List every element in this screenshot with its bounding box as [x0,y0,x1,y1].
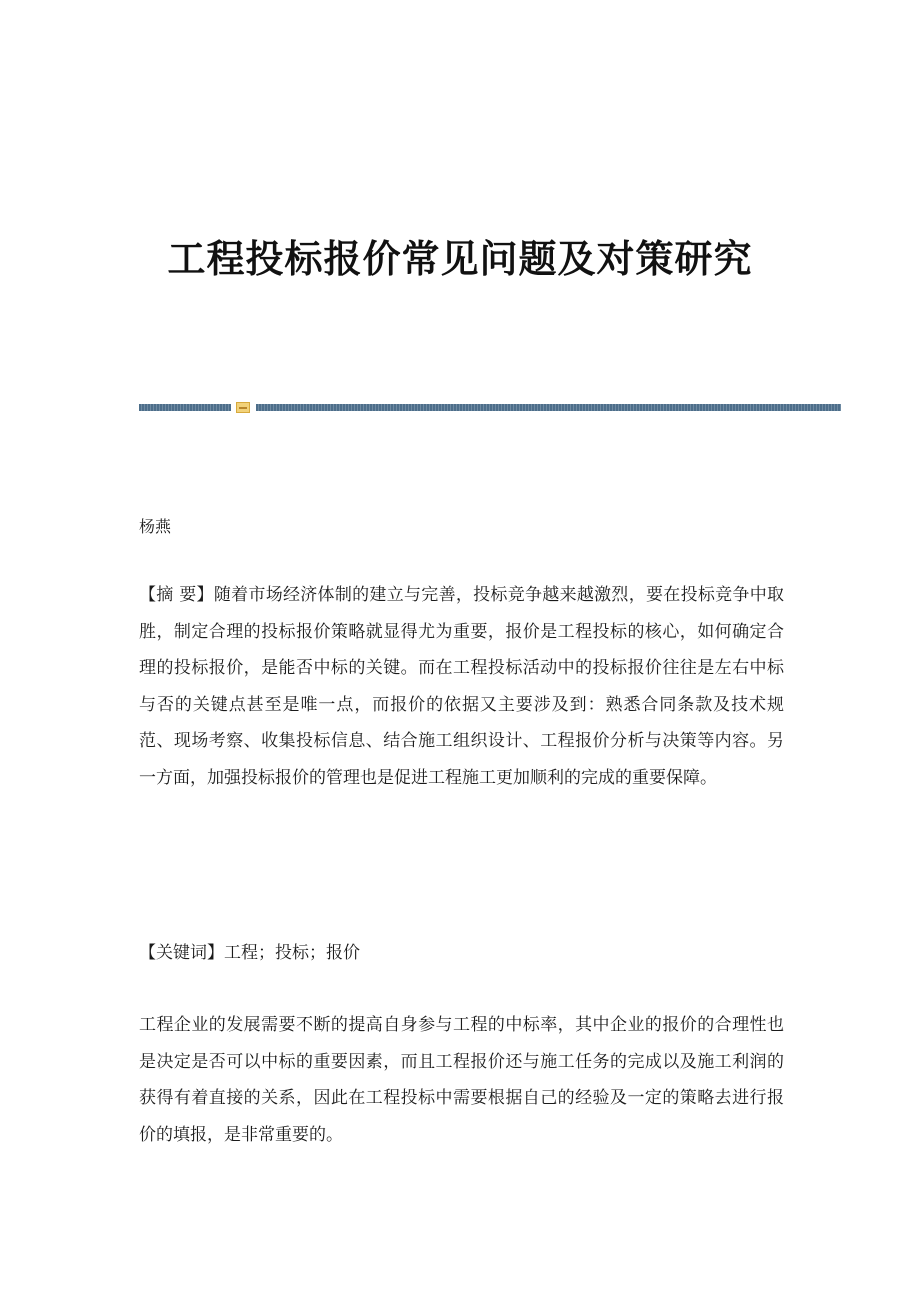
title-divider [139,402,841,412]
document-title: 工程投标报价常见问题及对策研究 [167,236,753,281]
divider-bar-right [256,404,841,411]
divider-bar-left [139,404,231,411]
divider-emblem-icon [236,402,250,413]
keywords-paragraph [139,935,784,972]
keywords-text: 工程；投标；报价 [224,943,360,963]
abstract-text: 随着市场经济体制的建立与完善，投标竞争越来越激烈，要在投标竞争中取胜，制定合理的投标报价策略就显得尤为重要，报价是工程投标的核心，如何确定合理的投标报价，是能否中标的关键。而在工程投标活动中的投标报价往往是左右中标与否的关键点甚至是唯一点，而报价的依据又主要涉及到：熟悉合同条款及技术规范、现场考察、收集投标信息、结合施工组织设计、工程报价分析与决策等内容。另一方面，加强投标报价的管理也是促进工程施工更加顺利的完成的重要保障。 [139,585,785,788]
author-name: 杨燕 [139,517,172,536]
keywords-label: 【关键词】 [139,943,224,963]
abstract-label: 【摘 要】 [139,585,214,605]
body-paragraph: 工程企业的发展需要不断的提高自身参与工程的中标率，其中企业的报价的合理性也是决定是否可以中标的重要因素，而且工程报价还与施工任务的完成以及施工利润的获得有着直接的关系，因此在工程投标中需要根据自己的经验及一定的策略去进行报价的填报，是非常重要的。 [139,1015,784,1145]
abstract-paragraph [139,577,784,796]
